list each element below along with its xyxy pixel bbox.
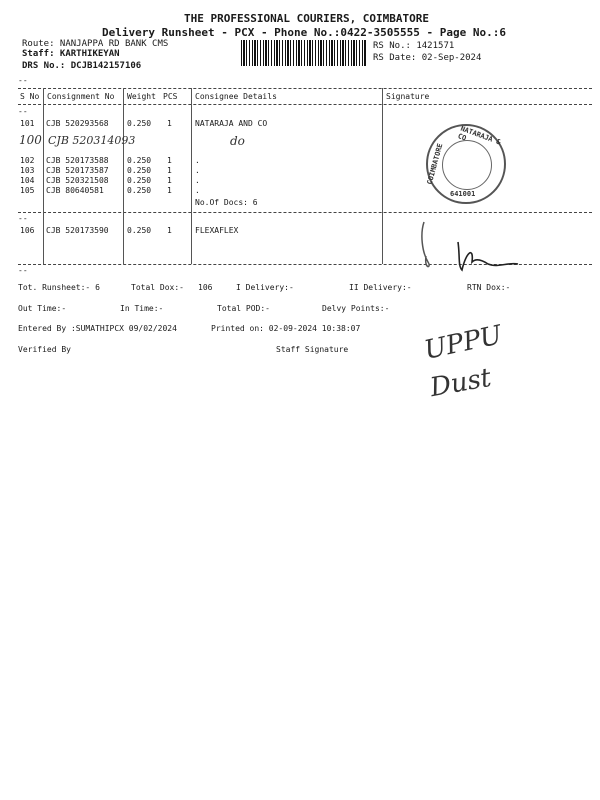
stamp-top-text: NATARAJA & CO bbox=[456, 124, 502, 147]
verified-by: Verified By bbox=[18, 345, 71, 354]
col-divider bbox=[43, 88, 44, 212]
row-weight: 0.250 bbox=[127, 186, 152, 195]
row-sno: 102 bbox=[20, 156, 35, 165]
tot-runsheet: Tot. Runsheet:- 6 bbox=[18, 283, 100, 292]
row-sno: 106 bbox=[20, 226, 35, 235]
handwritten-note-line1: UPPU bbox=[421, 320, 505, 366]
col-header-consignment: Consignment No bbox=[47, 92, 115, 101]
col-header-sno: S No bbox=[20, 92, 40, 101]
col-divider bbox=[382, 88, 383, 212]
entered-by: Entered By :SUMATHIPCX 09/02/2024 bbox=[18, 324, 177, 333]
row-sno: 104 bbox=[20, 176, 35, 185]
row-consignment: CJB 520173588 bbox=[46, 156, 109, 165]
runsheet-title: Delivery Runsheet - PCX - Phone No.:0422-3505555 - Page No.:6 bbox=[102, 26, 506, 39]
row-consignment: CJB 80640581 bbox=[46, 186, 104, 195]
row-consignee: NATARAJA AND CO bbox=[195, 119, 268, 128]
i-delivery: I Delivery:- bbox=[236, 283, 294, 292]
row-consignee: . bbox=[195, 166, 200, 175]
col-divider bbox=[191, 212, 192, 264]
rs-date: RS Date: 02-Sep-2024 bbox=[373, 53, 482, 63]
row-pcs: 1 bbox=[167, 226, 172, 235]
total-dox-value: 106 bbox=[198, 283, 213, 292]
total-dox-label: Total Dox:- bbox=[131, 283, 184, 292]
header-rule bbox=[18, 104, 592, 105]
col-divider bbox=[123, 212, 124, 264]
row-sno: 105 bbox=[20, 186, 35, 195]
handwritten-note-line2: Dust bbox=[427, 362, 494, 404]
handwritten-sno: 100 bbox=[19, 133, 42, 147]
col-divider bbox=[123, 88, 124, 212]
row-consignee: . bbox=[195, 156, 200, 165]
rs-number: RS No.: 1421571 bbox=[373, 41, 455, 51]
row-weight: 0.250 bbox=[127, 226, 152, 235]
delvy-points: Delvy Points:- bbox=[322, 304, 390, 313]
row-consignee: . bbox=[195, 186, 200, 195]
row-weight: 0.250 bbox=[127, 156, 152, 165]
row-pcs: 1 bbox=[167, 166, 172, 175]
drs-number: DRS No.: DCJB142157106 bbox=[22, 61, 142, 71]
col-header-pcs: PCS bbox=[163, 92, 178, 101]
barcode bbox=[241, 40, 367, 66]
stamp-bottom-text: 641001 bbox=[450, 190, 476, 198]
dash-mark: -- bbox=[18, 266, 28, 275]
handwritten-ditto: do bbox=[230, 134, 245, 148]
row-weight: 0.250 bbox=[127, 176, 152, 185]
printed-on: Printed on: 02-09-2024 10:38:07 bbox=[211, 324, 361, 333]
row-consignee: FLEXAFLEX bbox=[195, 226, 239, 235]
signature-scribble bbox=[418, 212, 528, 276]
row-pcs: 1 bbox=[167, 176, 172, 185]
row-consignee: . bbox=[195, 176, 200, 185]
col-header-consignee: Consignee Details bbox=[195, 92, 277, 101]
row-weight: 0.250 bbox=[127, 166, 152, 175]
col-header-weight: Weight bbox=[127, 92, 156, 101]
company-stamp bbox=[426, 124, 506, 204]
row-consignment: CJB 520321508 bbox=[46, 176, 109, 185]
col-divider bbox=[43, 212, 44, 264]
row-sno: 101 bbox=[20, 119, 35, 128]
in-time: In Time:- bbox=[120, 304, 164, 313]
route-label: Route: NANJAPPA RD BANK CMS bbox=[22, 39, 169, 49]
dash-mark: -- bbox=[18, 76, 28, 85]
col-header-signature: Signature bbox=[386, 92, 430, 101]
row-consignment: CJB 520293568 bbox=[46, 119, 109, 128]
row-consignment: CJB 520173587 bbox=[46, 166, 109, 175]
staff-signature: Staff Signature bbox=[276, 345, 349, 354]
table-top-rule bbox=[18, 88, 592, 89]
rtn-dox: RTN Dox:- bbox=[467, 283, 511, 292]
row-sno: 103 bbox=[20, 166, 35, 175]
stamp-left-text: COIMBATORE bbox=[425, 142, 445, 186]
dash-mark: -- bbox=[18, 107, 28, 116]
no-of-docs: No.Of Docs: 6 bbox=[195, 198, 258, 207]
ii-delivery: II Delivery:- bbox=[349, 283, 412, 292]
dash-mark: -- bbox=[18, 214, 28, 223]
row-pcs: 1 bbox=[167, 186, 172, 195]
col-divider bbox=[191, 88, 192, 212]
row-weight: 0.250 bbox=[127, 119, 152, 128]
col-divider bbox=[382, 212, 383, 264]
out-time: Out Time:- bbox=[18, 304, 67, 313]
company-title: THE PROFESSIONAL COURIERS, COIMBATORE bbox=[184, 12, 430, 25]
total-pod: Total POD:- bbox=[217, 304, 270, 313]
staff-label: Staff: KARTHIKEYAN bbox=[22, 49, 120, 59]
row-consignment: CJB 520173590 bbox=[46, 226, 109, 235]
row-pcs: 1 bbox=[167, 156, 172, 165]
row-pcs: 1 bbox=[167, 119, 172, 128]
handwritten-consignment: CJB 520314093 bbox=[48, 134, 136, 147]
